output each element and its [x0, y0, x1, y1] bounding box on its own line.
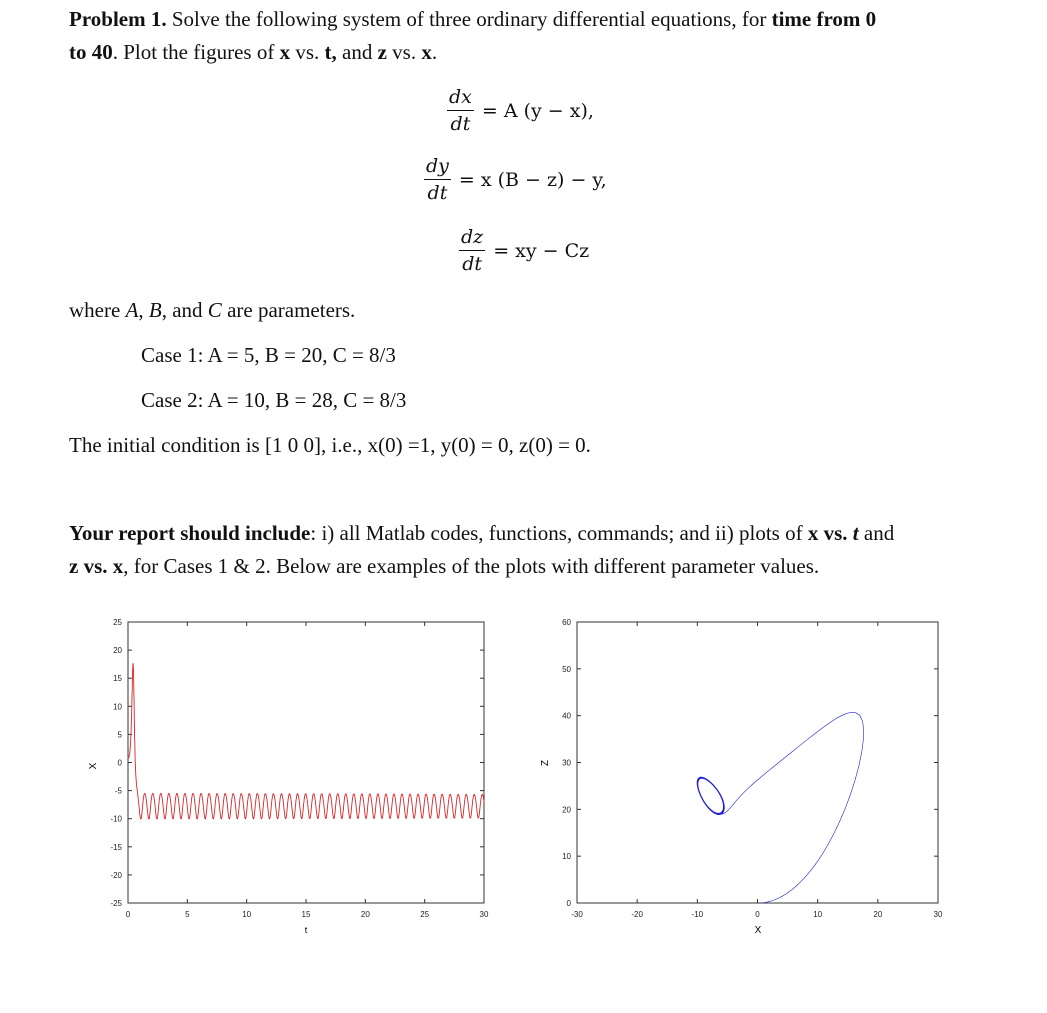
- report-t: t: [852, 521, 859, 545]
- params-where: where: [69, 298, 126, 322]
- problem-line-2: [69, 40, 437, 65]
- fraction-dydt: [424, 155, 451, 204]
- problem-and: and: [336, 40, 378, 64]
- params-comma: ,: [138, 298, 149, 322]
- plot2-frame: [577, 622, 938, 903]
- denominator: dt: [427, 182, 448, 204]
- plot2-ytick-label: 60: [562, 618, 571, 627]
- numerator: dx: [447, 86, 474, 111]
- numerator: dz: [459, 226, 485, 251]
- plot2-ylabel: Z: [540, 759, 551, 767]
- plot2-ytick-label: 30: [562, 758, 571, 768]
- plot1-ytick-label: 0: [117, 758, 122, 768]
- problem-time-bold: time from 0: [771, 7, 877, 31]
- plot1-ytick-label: 10: [113, 702, 122, 712]
- report-vs: vs.: [818, 521, 853, 545]
- plot1-xtick-label: 0: [125, 910, 131, 919]
- equation-rhs: = xy − Cz: [493, 239, 590, 262]
- plot1-ytick-label: -15: [110, 842, 122, 852]
- initial-condition: The initial condition is [1 0 0], i.e., x(0) =1, y(0) = 0, z(0) = 0.: [69, 433, 591, 457]
- plot1-ytick-label: -5: [114, 786, 122, 796]
- plot2-ytick-label: 40: [562, 711, 571, 721]
- problem-vs-2: vs.: [386, 40, 422, 64]
- plot1-xlabel: t: [304, 925, 308, 935]
- param-c: C: [207, 298, 222, 322]
- problem-label: Problem 1.: [69, 7, 167, 31]
- report-x: x: [807, 521, 819, 545]
- report-vs-2: vs.: [78, 554, 113, 578]
- problem-x-bold: x: [279, 40, 291, 64]
- equation-rhs: = x (B − z) − y,: [458, 168, 607, 191]
- plot2-xlabel: X: [754, 925, 762, 936]
- report-line-1: [69, 521, 894, 546]
- fraction-dxdt: [447, 86, 474, 135]
- problem-t-bold: t,: [324, 40, 337, 64]
- report-text: : i) all Matlab codes, functions, commands; and ii) plots of: [310, 521, 808, 545]
- plot2-ytick-label: 10: [562, 852, 571, 862]
- plot2-xtick-label: -20: [631, 910, 643, 919]
- plot2-xtick-label: 10: [813, 910, 823, 919]
- plot1-xtick-label: 15: [301, 910, 311, 919]
- fraction-dzdt: [459, 226, 485, 275]
- equation-dz: [459, 226, 589, 275]
- equation-rhs: = A (y − x),: [481, 99, 594, 122]
- equation-dy: [424, 155, 607, 204]
- plot1-frame: [128, 622, 484, 903]
- report-rest: , for Cases 1 & 2. Below are examples of the plots with different parameter values.: [123, 554, 820, 578]
- report-z: z: [69, 554, 79, 578]
- report-and: and: [858, 521, 895, 545]
- report-bold: Your report should include: [69, 521, 311, 545]
- plot1-ytick-label: 25: [113, 618, 122, 627]
- case-1: Case 1: A = 5, B = 20, C = 8/3: [141, 343, 396, 367]
- param-b: B: [148, 298, 162, 322]
- plot2-xtick-label: 30: [933, 910, 943, 919]
- plot1-ytick-label: 20: [113, 646, 122, 656]
- plot1-ytick-label: -10: [110, 814, 122, 824]
- plot1-xtick-label: 5: [185, 910, 190, 919]
- plot1-ytick-label: -20: [110, 870, 122, 880]
- plot1-ytick-label: 15: [113, 674, 122, 684]
- params-and: , and: [161, 298, 208, 322]
- problem-x2-bold: x: [421, 40, 432, 64]
- plot-z-vs-x: [532, 605, 1022, 945]
- plot1-ylabel: X: [88, 762, 99, 770]
- plot1-ytick-label: 5: [117, 730, 122, 740]
- plot1-xtick-label: 10: [242, 910, 252, 919]
- problem-period: .: [431, 40, 438, 64]
- params-tail: are parameters.: [221, 298, 356, 322]
- plot2-xtick-label: 20: [873, 910, 883, 919]
- param-a: A: [125, 298, 139, 322]
- equation-dx: [447, 86, 594, 135]
- denominator: dt: [450, 113, 471, 135]
- plot1-ytick-label: -25: [110, 899, 122, 908]
- plot1-xtick-label: 20: [360, 910, 370, 919]
- plot2-ytick-label: 50: [562, 664, 571, 674]
- report-x-2: x: [112, 554, 124, 578]
- problem-z-bold: z: [377, 40, 387, 64]
- problem-to-40: to 40: [69, 40, 113, 64]
- problem-plot-text: . Plot the figures of: [112, 40, 280, 64]
- plot2-xtick-label: -30: [571, 910, 583, 919]
- case-2: Case 2: A = 10, B = 28, C = 8/3: [141, 388, 407, 412]
- problem-line-1: [69, 7, 876, 32]
- problem-intro: Solve the following system of three ordinary differential equations, for: [166, 7, 772, 31]
- plot2-xtick-label: 0: [755, 910, 760, 919]
- problem-vs-1: vs.: [290, 40, 325, 64]
- plot2-ytick-label: 20: [562, 805, 571, 815]
- plot2-xtick-label: -10: [691, 910, 704, 919]
- denominator: dt: [462, 253, 482, 275]
- plot1-xtick-label: 25: [420, 910, 430, 919]
- numerator: dy: [424, 155, 451, 180]
- parameters-line: [69, 298, 355, 323]
- plot-x-vs-t: [60, 605, 510, 945]
- plot1-xtick-label: 30: [479, 910, 489, 919]
- plot2-ytick-label: 0: [566, 899, 571, 908]
- report-line-2: [69, 554, 819, 579]
